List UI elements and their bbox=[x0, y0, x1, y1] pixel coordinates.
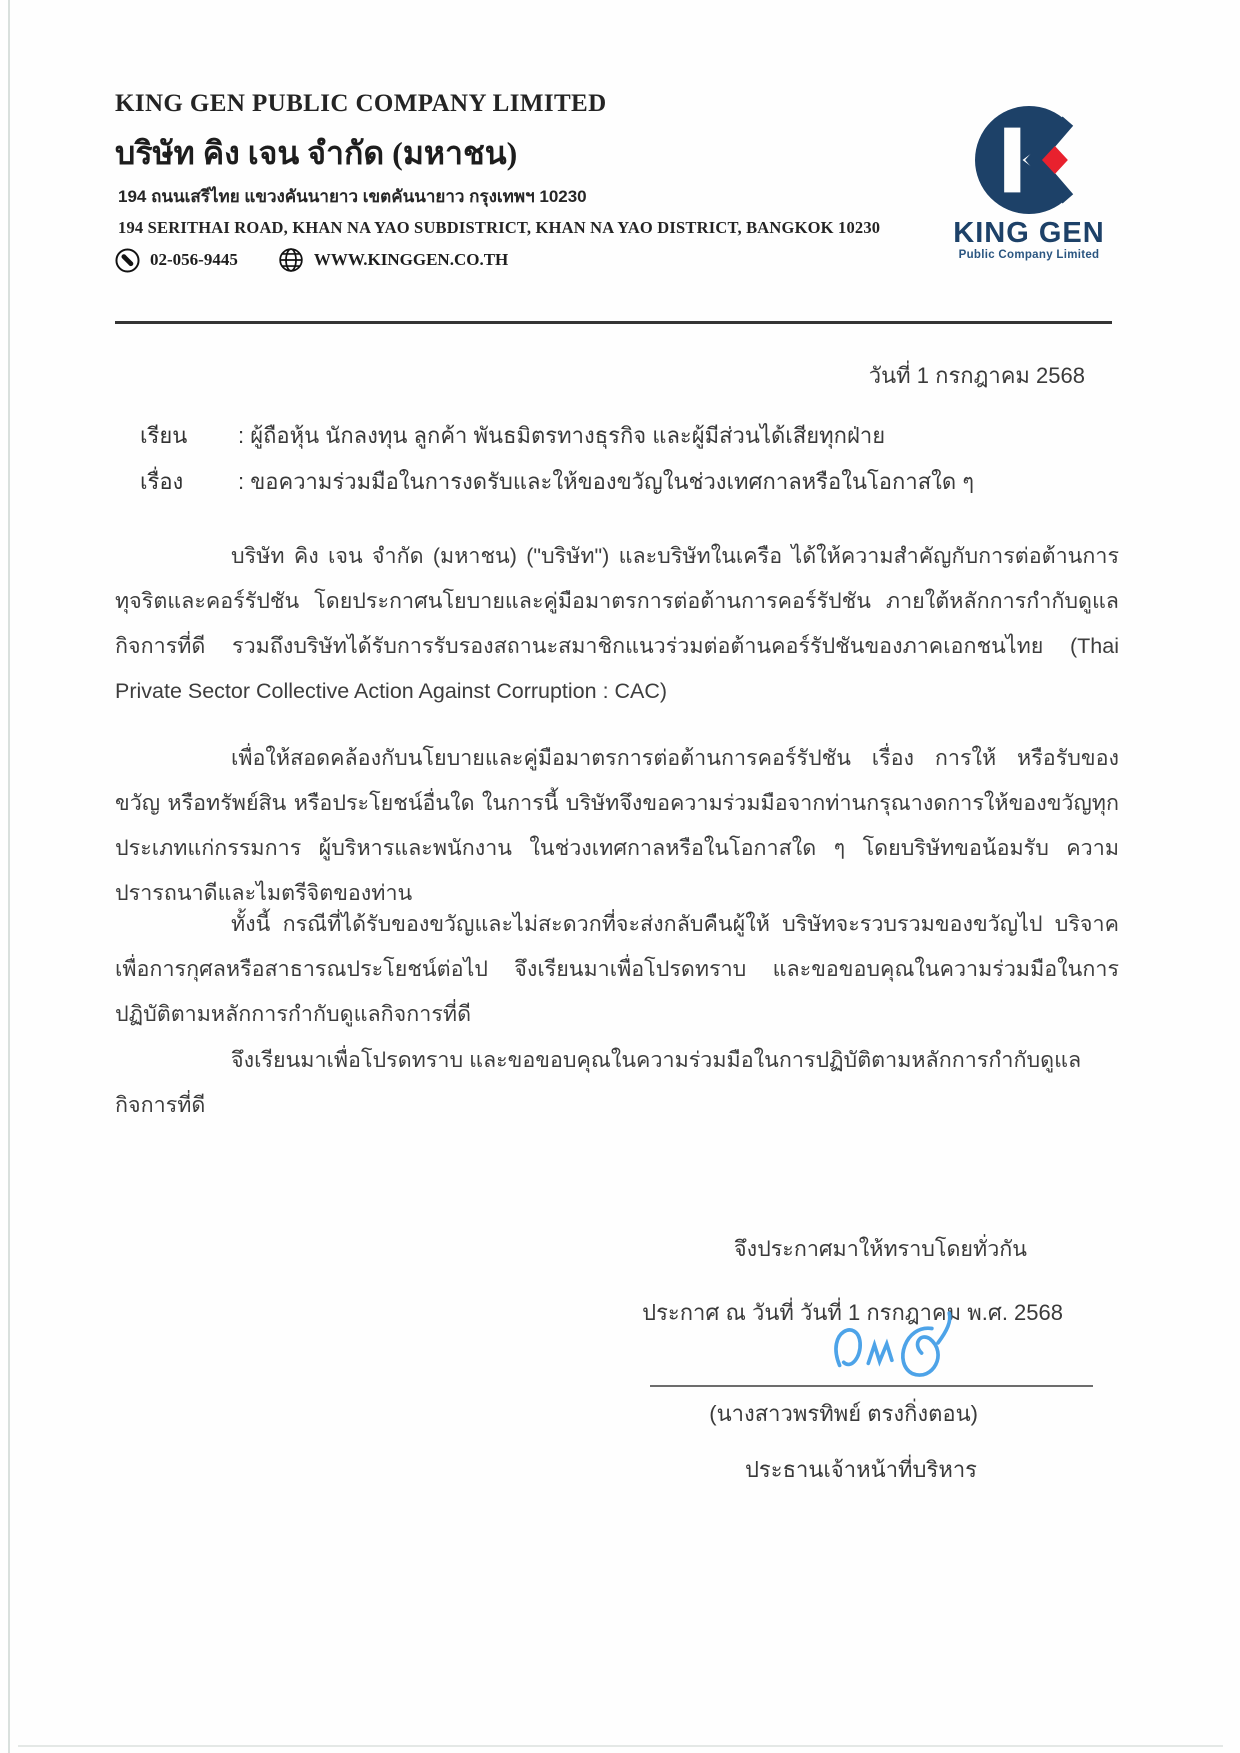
company-address-th: 194 ถนนเสรีไทย แขวงคันนายาว เขตคันนายาว กรุงเทพฯ 10230 bbox=[118, 187, 587, 206]
body-paragraph-3: ทั้งนี้ กรณีที่ได้รับของขวัญและไม่สะดวกที่จะส่งกลับคืนผู้ให้ บริษัทจะรวบรวมของขวัญไป บริจาคเพื่อการกุศลหรือสาธารณประโยชน์ต่อไป จึงเรียนมาเพื่อโปรดทราบ และขอขอบคุณในความร่วมมือในการปฏิบัติตามหลักการกำกับดูแลกิจการที่ดี bbox=[115, 912, 1119, 1026]
signature-line bbox=[650, 1385, 1093, 1387]
company-logo bbox=[938, 106, 1120, 261]
scan-edge-bottom bbox=[18, 1745, 1223, 1747]
phone-icon bbox=[115, 248, 140, 273]
closing-line: จึงประกาศมาให้ทราบโดยทั่วกัน bbox=[733, 1237, 1027, 1261]
subject-label: เรื่อง bbox=[140, 469, 184, 494]
logo-wordmark: KING GEN bbox=[953, 217, 1105, 249]
body-paragraph-2: เพื่อให้สอดคล้องกับนโยบายและคู่มือมาตรการต่อต้านการคอร์รัปชัน เรื่อง การให้ หรือรับของขวัญ หรือทรัพย์สิน หรือประโยชน์อื่นใด ในการนี้ บริษัทจึงขอความร่วมมือจากท่านกรุณางดการให้ของขวัญทุกประเภทแก่กรรมการ ผู้บริหารและพนักงาน ในช่วงเทศกาลหรือในโอกาสใด ๆ โดยบริษัทขอน้อมรับ ความปรารถนาดีและไมตรีจิตของท่าน bbox=[115, 746, 1119, 905]
company-name-th: บริษัท คิง เจน จำกัด (มหาชน) bbox=[115, 135, 518, 171]
company-name-en: KING GEN PUBLIC COMPANY LIMITED bbox=[115, 90, 607, 117]
letter-date: วันที่ 1 กรกฎาคม 2568 bbox=[868, 363, 1085, 388]
website-url: WWW.KINGGEN.CO.TH bbox=[313, 250, 509, 269]
phone-number: 02-056-9445 bbox=[150, 250, 238, 269]
contact-row bbox=[115, 247, 508, 273]
king-gen-k-monogram-icon bbox=[938, 106, 1120, 214]
body-paragraph-1: บริษัท คิง เจน จำกัด (มหาชน) ("บริษัท") และบริษัทในเครือ ได้ให้ความสำคัญกับการต่อต้านการทุจริตและคอร์รัปชัน โดยประกาศนโยบายและคู่มือมาตรการต่อต้านการคอร์รัปชัน ภายใต้หลักการกำกับดูแลกิจการที่ดี รวมถึงบริษัทได้รับการรับรองสถานะสมาชิกแนวร่วมต่อต้านคอร์รัปชันของภาคเอกชนไทย (Thai Private Sector Collective Action Against Corruption : CAC) bbox=[115, 544, 1119, 703]
company-address-en: 194 SERITHAI ROAD, KHAN NA YAO SUBDISTRICT, KHAN NA YAO DISTRICT, BANGKOK 10230 bbox=[118, 218, 881, 237]
to-label: เรียน bbox=[140, 423, 188, 448]
announce-line: ประกาศ ณ วันที่ วันที่ 1 กรกฎาคม พ.ศ. 2568 bbox=[642, 1300, 1063, 1325]
subject-value: : ขอความร่วมมือในการงดรับและให้ของขวัญในช่วงเทศกาลหรือในโอกาสใด ๆ bbox=[238, 469, 975, 494]
scan-edge-left bbox=[8, 0, 10, 1753]
header-divider bbox=[115, 321, 1112, 324]
signer-name: (นางสาวพรทิพย์ ตรงกิ่งตอน) bbox=[709, 1401, 978, 1426]
logo-subtitle: Public Company Limited bbox=[958, 249, 1100, 261]
signer-title: ประธานเจ้าหน้าที่บริหาร bbox=[744, 1457, 977, 1482]
to-value: : ผู้ถือหุ้น นักลงทุน ลูกค้า พันธมิตรทางธุรกิจ และผู้มีส่วนได้เสียทุกฝ่าย bbox=[238, 423, 886, 448]
globe-icon bbox=[278, 247, 304, 273]
signature-icon bbox=[812, 1308, 982, 1390]
body-paragraph-4: จึงเรียนมาเพื่อโปรดทราบ และขอขอบคุณในความร่วมมือในการปฏิบัติตามหลักการกำกับดูแลกิจการที่ดี bbox=[115, 1048, 1082, 1117]
